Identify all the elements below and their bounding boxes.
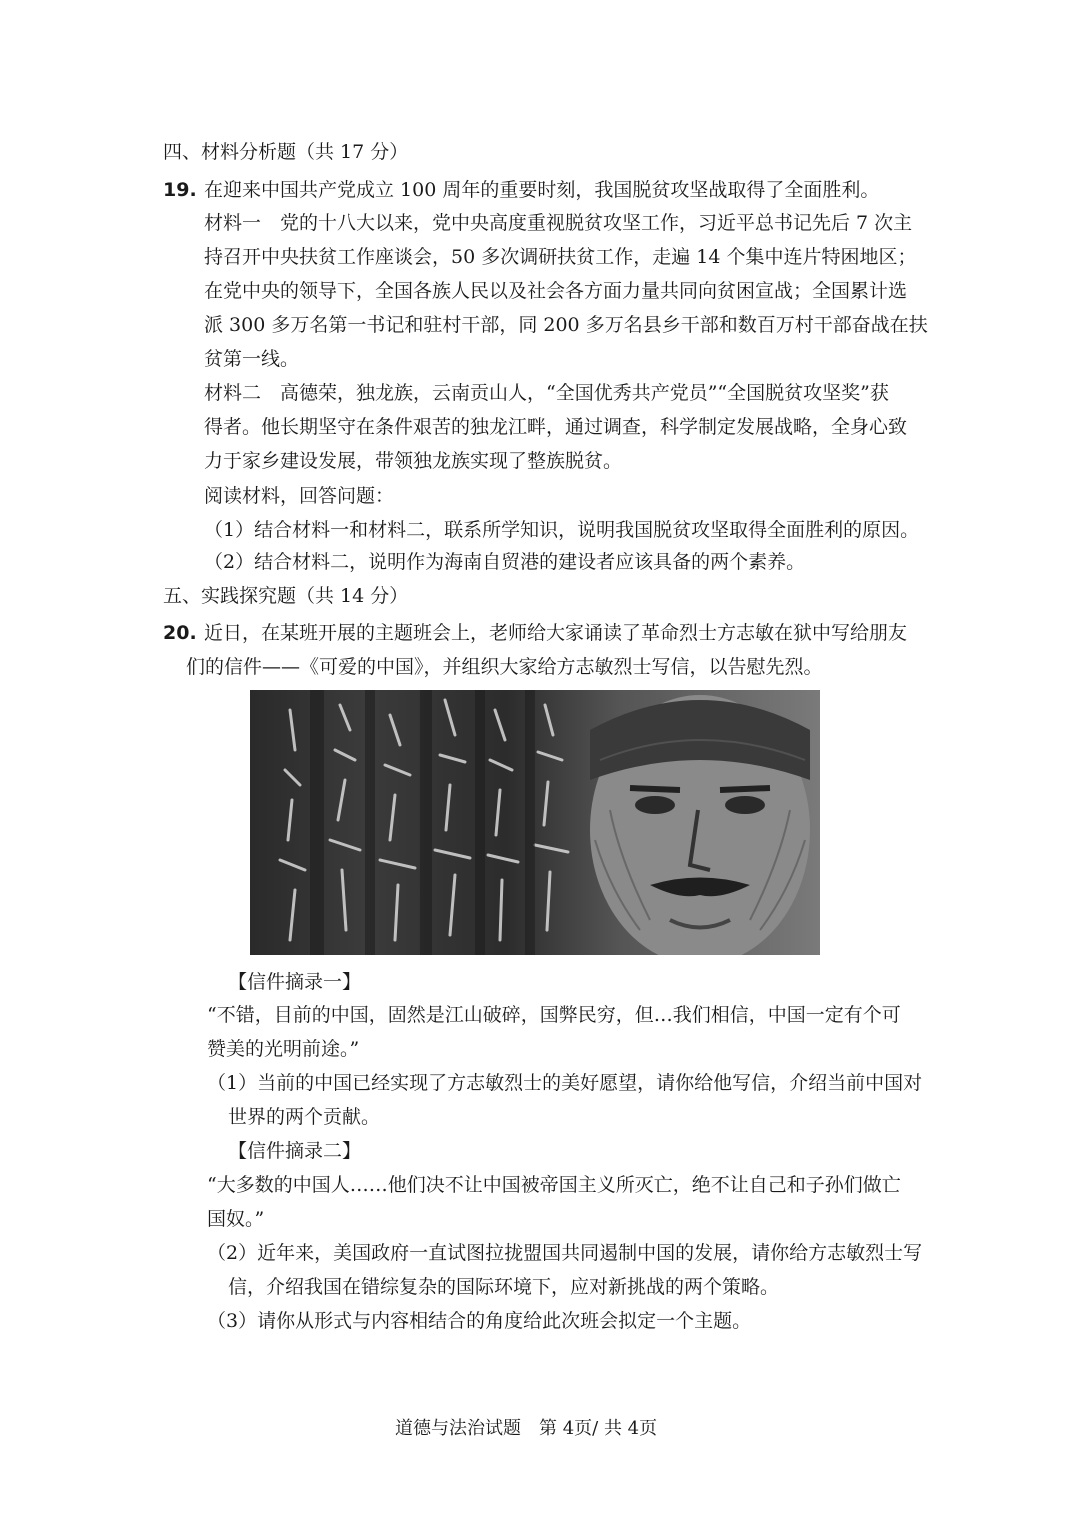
q19-read-prompt: 阅读材料，回答问题： xyxy=(204,485,395,507)
q19-material1-line: 在党中央的领导下，全国各族人民以及社会各方面力量共同向贫困宣战；全国累计选 xyxy=(204,280,908,302)
q20-subquestion-2-line: （2）近年来，美国政府一直试图拉拢盟国共同遏制中国的发展，请你给方志敏烈士写 xyxy=(207,1242,923,1264)
q19-number: 19. xyxy=(163,179,197,201)
q19-material2-line: 力于家乡建设发展，带领独龙族实现了整族脱贫。 xyxy=(204,450,623,472)
letter-excerpt-1-line: “不错，目前的中国，固然是江山破碎，国弊民穷，但…我们相信，中国一定有个可 xyxy=(207,1004,901,1026)
letter-excerpt-2-line: “大多数的中国人……他们决不让中国被帝国主义所灭亡，绝不让自己和子孙们做亡 xyxy=(207,1174,901,1196)
q19-material2-line: 材料二 高德荣，独龙族，云南贡山人，“全国优秀共产党员”“全国脱贫攻坚奖”获 xyxy=(204,382,889,404)
q19-material1-line: 贫第一线。 xyxy=(204,348,300,370)
q20-number: 20. xyxy=(163,622,197,644)
q20-subquestion-1-line: （1）当前的中国已经实现了方志敏烈士的美好愿望，请你给他写信，介绍当前中国对 xyxy=(207,1072,923,1094)
letter-excerpt-1-line: 赞美的光明前途。” xyxy=(207,1038,360,1060)
q20-subquestion-3: （3）请你从形式与内容相结合的角度给此次班会拟定一个主题。 xyxy=(207,1310,752,1332)
section5-title: 五、实践探究题（共 14 分） xyxy=(163,585,409,607)
q19-material1-line: 材料一 党的十八大以来，党中央高度重视脱贫攻坚工作，习近平总书记先后 7 次主 xyxy=(204,212,913,234)
q19-material2-line: 得者。他长期坚守在条件艰苦的独龙江畔，通过调查，科学制定发展战略，全身心致 xyxy=(204,416,908,438)
q19-subquestion-2: （2）结合材料二，说明作为海南自贸港的建设者应该具备的两个素养。 xyxy=(204,551,806,573)
letter-excerpt-2-line: 国奴。” xyxy=(207,1208,265,1230)
page-footer: 道德与法治试题 第 4页/ 共 4页 xyxy=(395,1418,658,1439)
q19-intro: 在迎来中国共产党成立 100 周年的重要时刻，我国脱贫攻坚战取得了全面胜利。 xyxy=(204,179,880,201)
fang-zhimin-portrait-photo xyxy=(250,690,820,955)
q19-subquestion-1: （1）结合材料一和材料二，联系所学知识，说明我国脱贫攻坚取得全面胜利的原因。 xyxy=(204,519,920,541)
q20-subquestion-1-line: 世界的两个贡献。 xyxy=(228,1106,381,1128)
section4-title: 四、材料分析题（共 17 分） xyxy=(163,141,409,163)
q19-material1-line: 派 300 多万名第一书记和驻村干部，同 200 多万名县乡干部和数百万村干部奋战在扶 xyxy=(204,314,928,336)
letter-excerpt-2-title: 【信件摘录二】 xyxy=(228,1140,362,1162)
q20-intro-line: 们的信件——《可爱的中国》，并组织大家给方志敏烈士写信，以告慰先烈。 xyxy=(186,656,823,678)
q20-intro-line: 近日，在某班开展的主题班会上，老师给大家诵读了革命烈士方志敏在狱中写给朋友 xyxy=(204,622,908,644)
letter-excerpt-1-title: 【信件摘录一】 xyxy=(228,971,362,993)
q19-material1-line: 持召开中央扶贫工作座谈会，50 多次调研扶贫工作，走遍 14 个集中连片特困地区； xyxy=(204,246,917,268)
q20-subquestion-2-line: 信，介绍我国在错综复杂的国际环境下，应对新挑战的两个策略。 xyxy=(228,1276,780,1298)
